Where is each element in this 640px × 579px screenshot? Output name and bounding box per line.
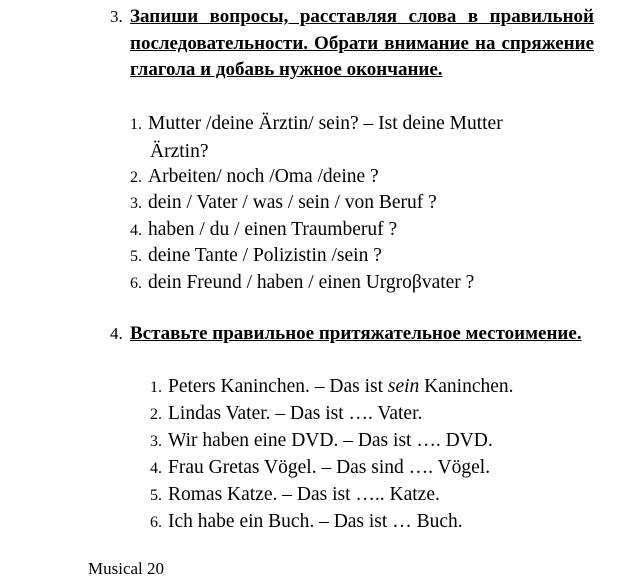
item-number: 1. (130, 116, 142, 133)
item-number: 1. (150, 379, 162, 396)
item-text: dein / Vater / was / sein / von Beruf ? (148, 192, 437, 213)
task-4-number: 4. (110, 324, 123, 343)
list-item (150, 374, 514, 402)
list-item (130, 190, 437, 218)
item-number: 5. (150, 487, 162, 504)
item-number: 2. (150, 406, 162, 423)
item-number: 4. (150, 460, 162, 477)
task-3-title: Запиши вопросы, расставляя слова в правильной последовательности. Обрати внимание на спряжение глагола и добавь нужное окончание. (130, 6, 594, 80)
list-item (150, 401, 422, 429)
list-item (130, 243, 382, 271)
item-text: Frau Gretas Vögel. – Das sind …. Vögel. (168, 457, 491, 478)
item-number: 6. (130, 275, 142, 292)
item-text: dein Freund / haben / einen Urgroβvater ? (148, 272, 475, 293)
item-number: 4. (130, 222, 142, 239)
item-text: Wir haben eine DVD. – Das ist …. DVD. (168, 430, 493, 451)
list-item (130, 270, 474, 298)
page-footer: Musical 20 (88, 559, 165, 578)
item-text: Ich habe ein Buch. – Das ist … Buch. (168, 511, 463, 532)
list-item (130, 217, 397, 245)
item-text: Romas Katze. – Das ist ….. Katze. (168, 484, 440, 505)
list-item (150, 482, 440, 510)
list-item (130, 164, 379, 192)
list-item (150, 509, 463, 537)
item-text: deine Tante / Polizistin /sein ? (148, 245, 382, 266)
item-text: Mutter /deine Ärztin/ sein? – Ist deine Mutter (148, 113, 503, 134)
item-number: 2. (130, 169, 142, 186)
item-text-italic: sein (387, 376, 420, 397)
item-number: 3. (150, 433, 162, 450)
item-text: Lindas Vater. – Das ist …. Vater. (168, 403, 423, 424)
item-text-continued: Ärztin? (150, 140, 209, 162)
item-text-after: Kaninchen. (419, 376, 514, 397)
item-text: Arbeiten/ noch /Oma /deine ? (148, 166, 379, 187)
item-text: haben / du / einen Traumberuf ? (148, 219, 398, 240)
item-number: 3. (130, 195, 142, 212)
list-item (130, 111, 595, 165)
item-number: 5. (130, 248, 142, 265)
task-4-title: Вставьте правильное притяжательное местоимение. (130, 323, 582, 344)
item-text-before: Peters Kaninchen. – Das ist (168, 376, 388, 397)
list-item (150, 428, 493, 456)
item-number: 6. (150, 514, 162, 531)
task-3-number: 3. (110, 7, 123, 26)
list-item (150, 455, 490, 483)
